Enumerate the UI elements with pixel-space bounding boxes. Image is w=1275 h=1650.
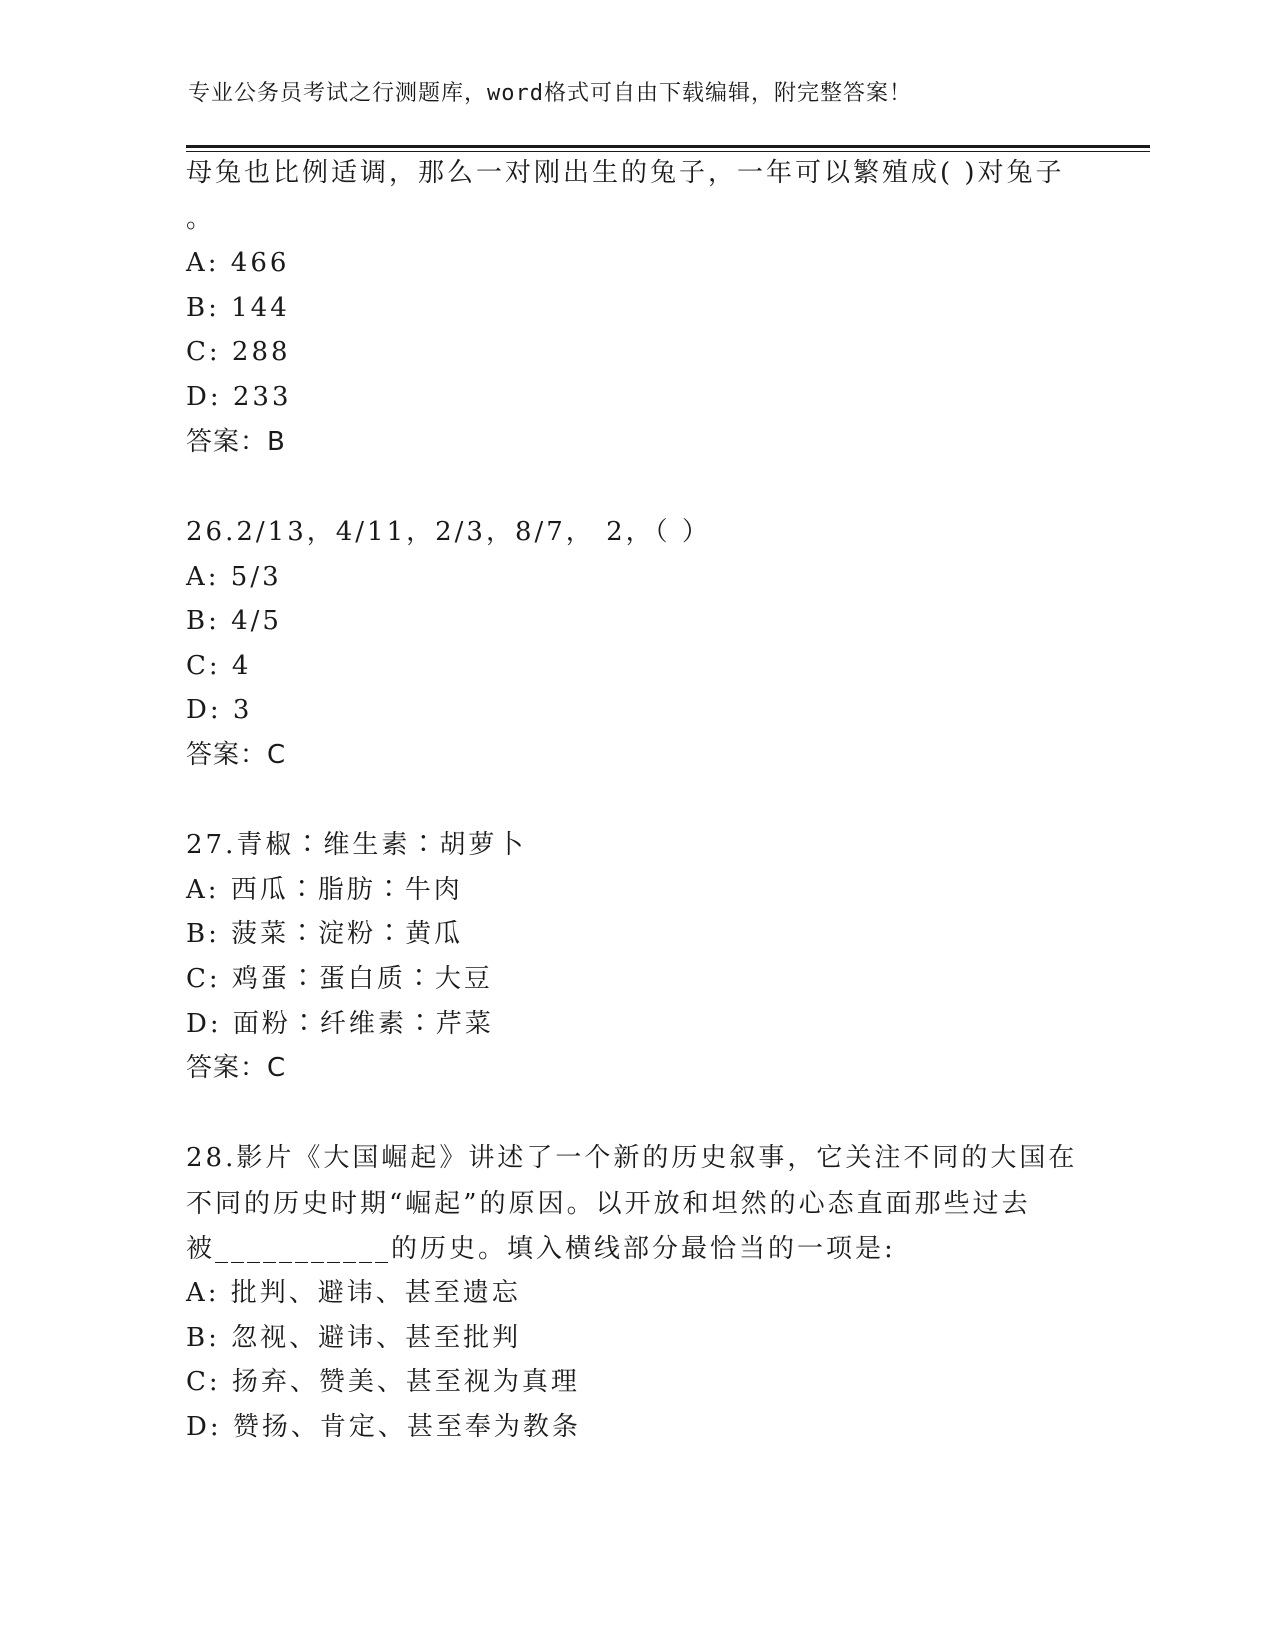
q27-stem: 27.青椒∶维生素∶胡萝卜 (186, 830, 527, 860)
q27-answer: 答案：C (186, 1053, 287, 1083)
q26-option-b: B: 4/5 (186, 606, 282, 636)
q25-stem-line1: 母兔也比例适调，那么一对刚出生的兔子，一年可以繁殖成( )对兔子 (186, 158, 1065, 188)
q25-answer: 答案：B (186, 427, 286, 457)
q25-option-b: B: 144 (186, 293, 290, 323)
q28-option-b: B: 忽视、避讳、甚至批判 (186, 1323, 522, 1353)
q27-option-b: B: 菠菜∶淀粉∶黄瓜 (186, 919, 464, 949)
q26-answer: 答案：C (186, 740, 287, 770)
q26-option-a: A: 5/3 (186, 562, 282, 592)
q28-option-c: C: 扬弃、赞美、甚至视为真理 (186, 1367, 580, 1397)
q28-stem-line1: 28.影片《大国崛起》讲述了一个新的历史叙事，它关注不同的大国在 (186, 1143, 1078, 1173)
q27-option-c: C: 鸡蛋∶蛋白质∶大豆 (186, 964, 493, 994)
q28-option-d: D: 赞扬、肯定、甚至奉为教条 (186, 1412, 581, 1442)
q25-option-d: D: 233 (186, 382, 292, 412)
header-rule-thin (186, 151, 1150, 152)
q25-stem-line2: 。 (186, 204, 216, 234)
page-header: 专业公务员考试之行测题库，word格式可自由下载编辑，附完整答案！ (188, 81, 912, 106)
q26-option-c: C: 4 (186, 651, 252, 681)
q27-option-d: D: 面粉∶纤维素∶芹菜 (186, 1009, 494, 1039)
q25-option-a: A: 466 (186, 248, 290, 278)
q28-stem-line2: 不同的历史时期“崛起”的原因。以开放和坦然的心态直面那些过去 (186, 1189, 1031, 1219)
q28-option-a: A: 批判、避讳、甚至遗忘 (186, 1278, 521, 1308)
header-rule-thick (186, 145, 1150, 148)
q25-option-c: C: 288 (186, 337, 291, 367)
q27-option-a: A: 西瓜∶脂肪∶牛肉 (186, 875, 463, 905)
q28-stem-line3: 被___________的历史。填入横线部分最恰当的一项是: (186, 1234, 896, 1264)
q26-option-d: D: 3 (186, 695, 253, 725)
q26-stem: 26.2/13，4/11，2/3，8/7， 2，（ ） (186, 517, 711, 547)
